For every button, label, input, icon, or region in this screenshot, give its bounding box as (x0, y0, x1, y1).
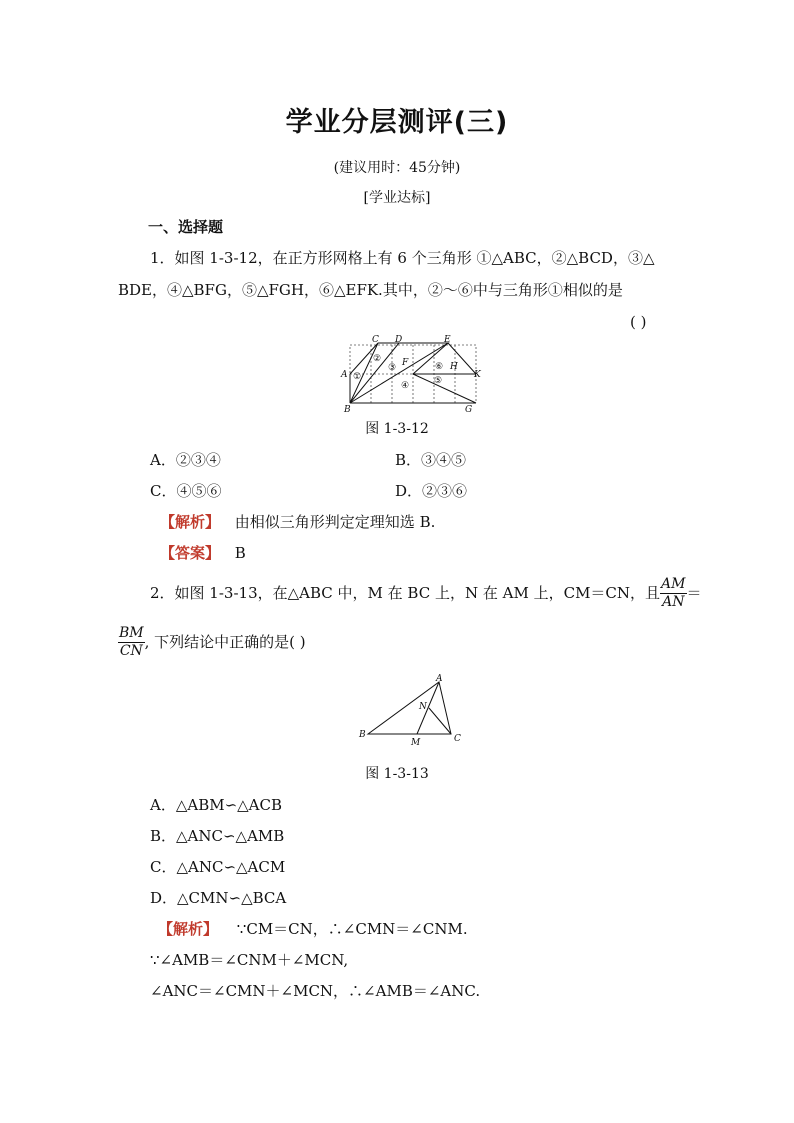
q2-option-c: C．△ANC∽△ACM (150, 858, 286, 876)
q1-answer-text: B (234, 544, 246, 562)
fig1-label-a: A (341, 370, 348, 380)
fig1-region-6: ⑥ (435, 362, 444, 372)
q1-analysis-tag: 【解析】 (160, 513, 221, 531)
q2-option-a: A．△ABM∽△ACB (150, 796, 283, 814)
fig1-region-5: ⑤ (434, 376, 443, 386)
fig1-label-k: K (474, 370, 481, 380)
fig1-region-1: ① (353, 372, 362, 382)
q1-option-c: C．④⑤⑥ (150, 482, 222, 500)
fig1-label-d: D (395, 335, 403, 345)
fig2-label-c: C (454, 734, 461, 744)
section-heading: 一、选择题 (148, 218, 224, 236)
fig2-label-a: A (436, 674, 443, 684)
q2-text-line1: 2．如图 1-3-13，在△ABC 中，M 在 BC 上，N 在 AM 上，CM＝CN，且 (150, 584, 661, 602)
fig1-label-e: E (444, 335, 451, 345)
fig1-label-b: B (344, 405, 351, 413)
q1-answer-tag: 【答案】 (160, 544, 221, 562)
q2-analysis-line2: ∵∠AMB＝∠CNM＋∠MCN, (150, 951, 349, 969)
q2-text-line2: , 下列结论中正确的是( ) (144, 633, 306, 651)
fig1-region-2: ② (373, 354, 382, 364)
fig1-region-3: ③ (388, 363, 397, 373)
fig2-label-m: M (411, 738, 421, 748)
fig1-label-c: C (372, 335, 379, 345)
figure-1-3-12 (338, 333, 488, 413)
fig1-label-h: H (450, 362, 458, 372)
q2-fraction-bm-cn: $\frac{BM}{CN}$ (119, 624, 144, 659)
q1-option-d: D．②③⑥ (395, 482, 468, 500)
q1-text-line2: BDE，④△BFG，⑤△FGH，⑥△EFK.其中，②～⑥中与三角形①相似的是 (118, 281, 623, 299)
q1-answer-paren: ( ) (630, 313, 647, 331)
fig1-region-4: ④ (401, 381, 410, 391)
q1-option-b: B．③④⑤ (395, 451, 467, 469)
q1-option-a: A．②③④ (150, 451, 221, 469)
q1-text-line1: 1．如图 1-3-12，在正方形网格上有 6 个三角形 ①△ABC，②△BCD，③△ (150, 249, 655, 267)
q2-equals-sign: ＝ (686, 584, 702, 602)
fig2-label-b: B (359, 730, 366, 740)
q2-option-b: B．△ANC∽△AMB (150, 827, 285, 845)
q2-analysis-line3: ∠ANC＝∠CMN＋∠MCN，∴∠AMB＝∠ANC. (150, 982, 481, 1000)
page-title: 学业分层测评(三) (285, 107, 509, 138)
q1-figure-caption: 图 1-3-12 (365, 421, 429, 437)
level-label: [学业达标] (363, 190, 431, 206)
fig2-label-n: N (419, 702, 427, 712)
fig1-label-f: F (402, 358, 409, 368)
fig1-label-g: G (465, 405, 473, 413)
q2-fraction-am-an: $\frac{AM}{AN}$ (661, 575, 686, 610)
q2-analysis-line1: ∵CM＝CN，∴∠CMN＝∠CNM. (236, 920, 468, 938)
time-hint: (建议用时：45分钟) (333, 160, 461, 176)
q1-analysis-text: 由相似三角形判定定理知选 B. (234, 513, 436, 531)
q2-figure-caption: 图 1-3-13 (365, 766, 429, 782)
figure-1-3-13 (355, 672, 475, 752)
q2-option-d: D．△CMN∽△BCA (150, 889, 287, 907)
q2-analysis-tag: 【解析】 (158, 920, 219, 938)
